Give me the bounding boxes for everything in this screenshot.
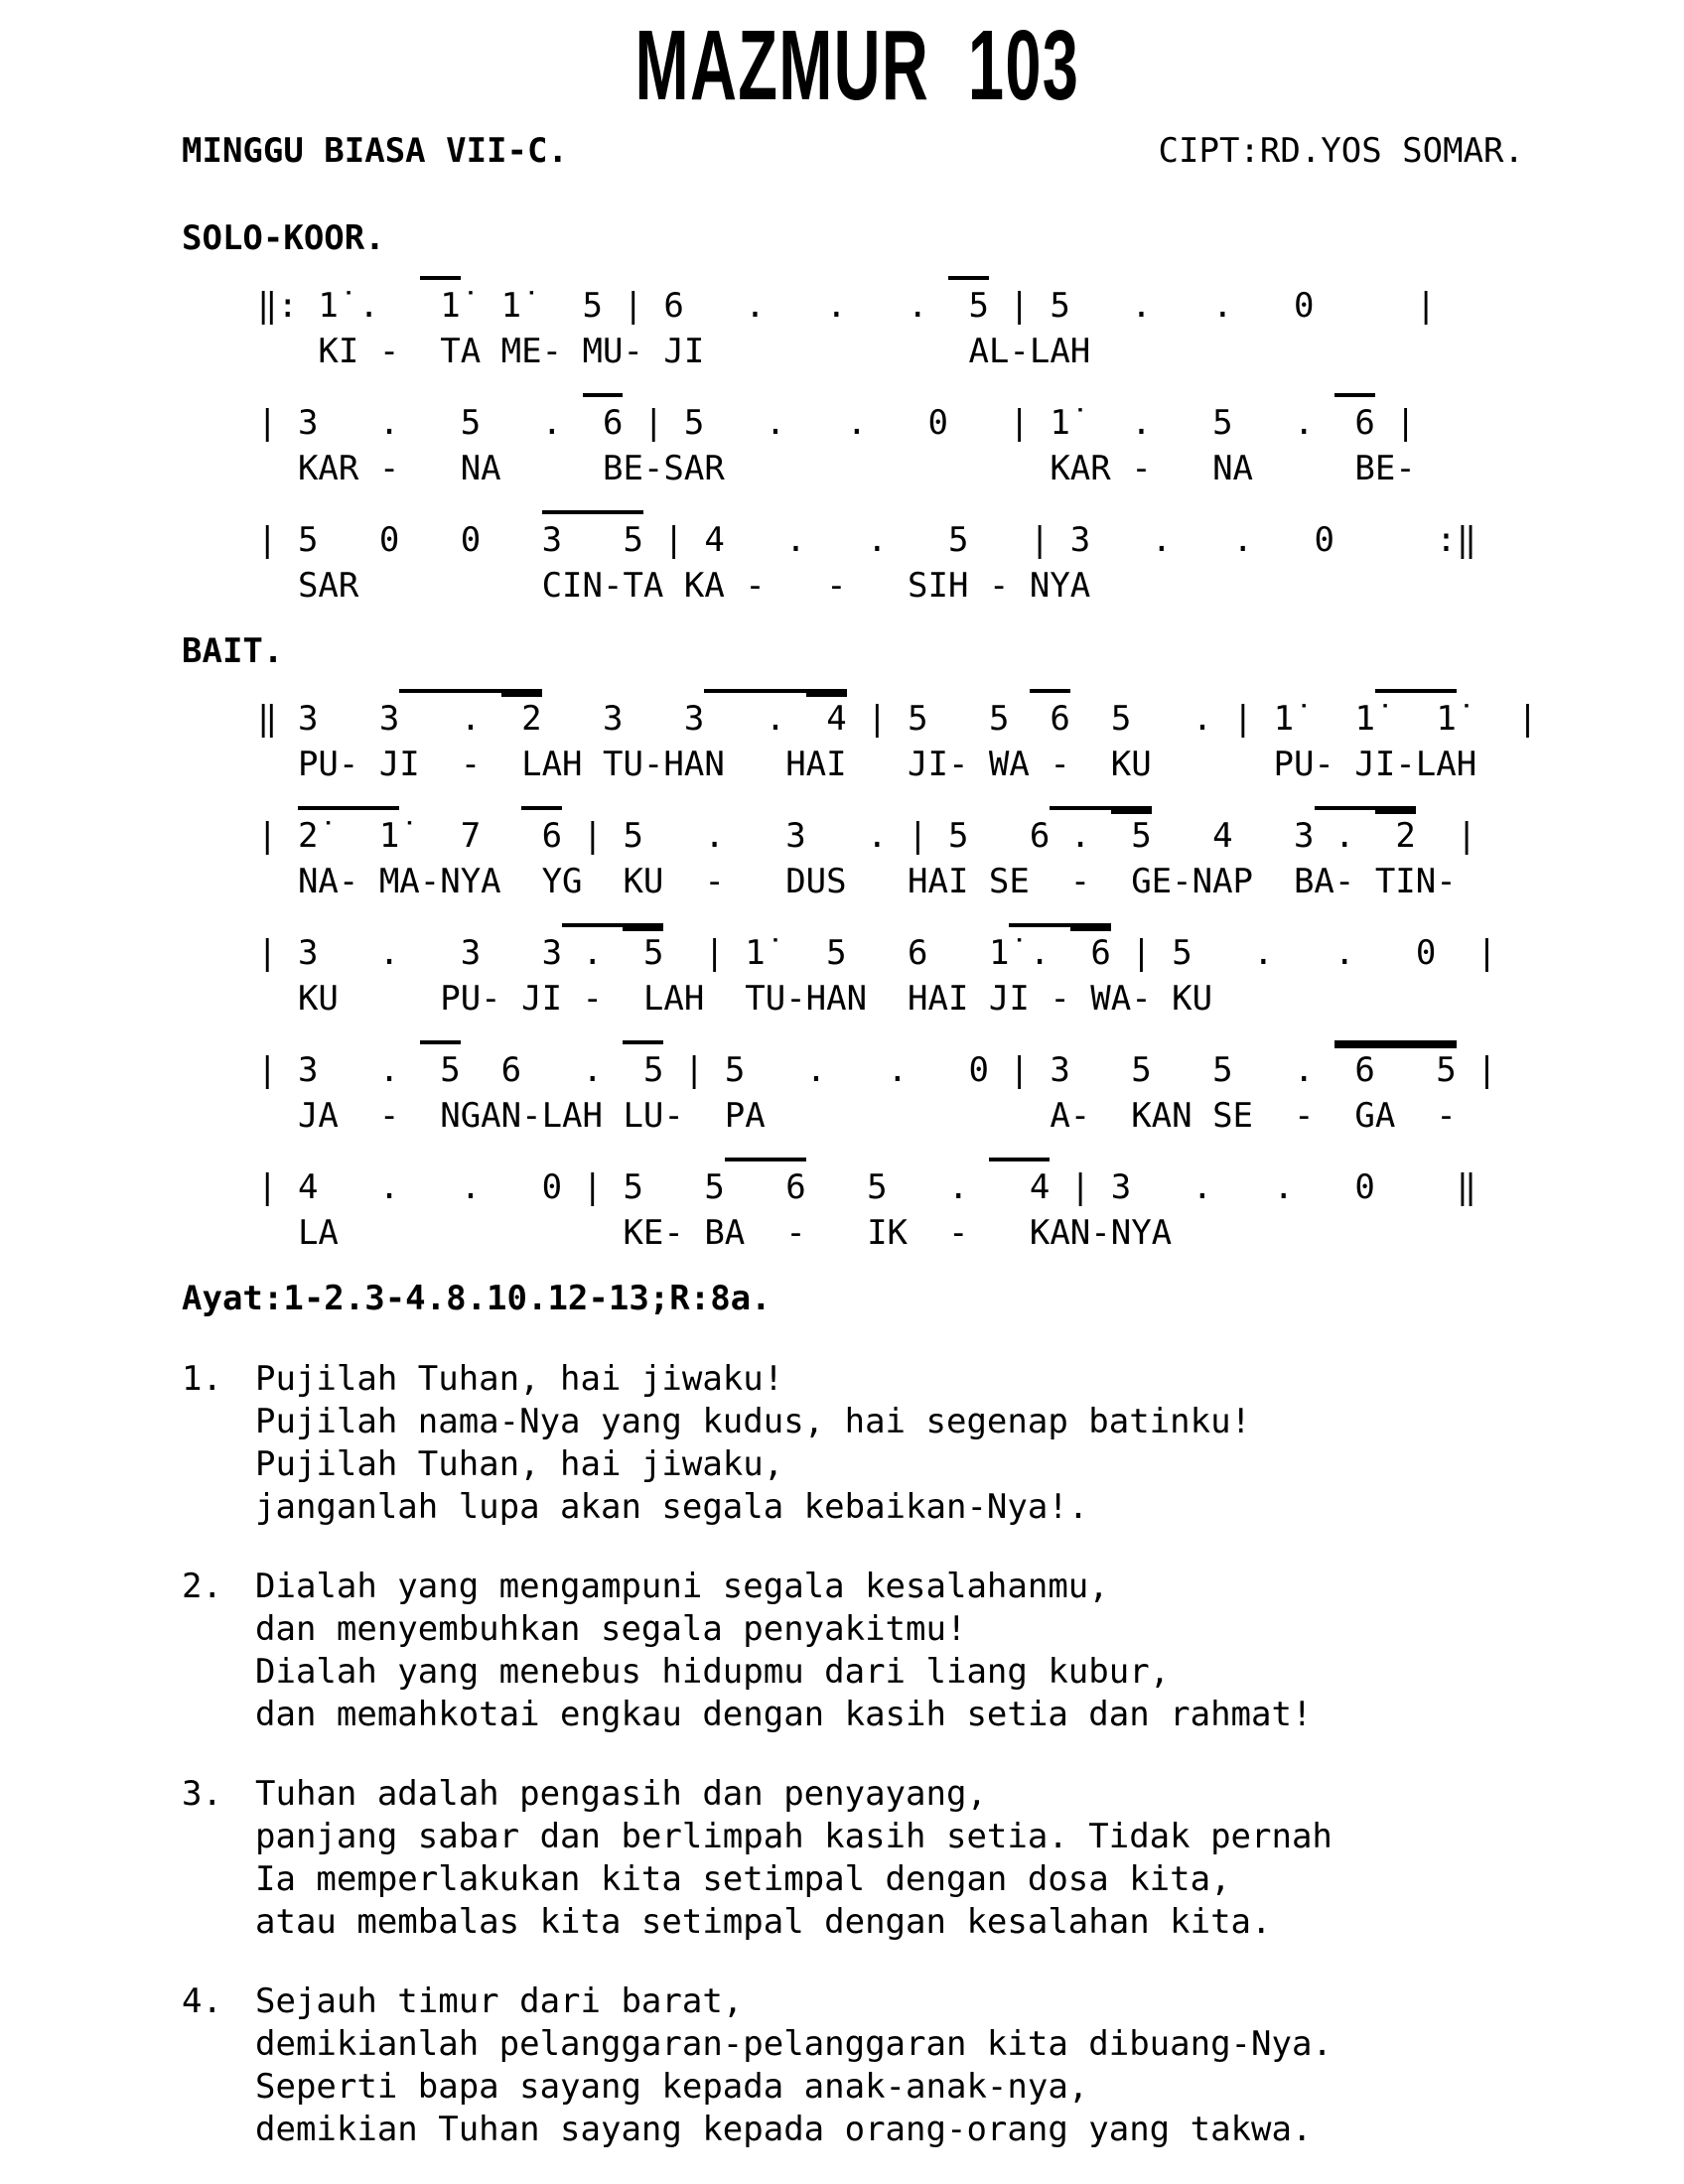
notation-segment: . <box>1009 923 1069 979</box>
score-system <box>257 276 1532 371</box>
bait-heading: BAIT. <box>182 631 284 671</box>
notation-segment: | 4 . . 0 | 5 5 <box>257 1167 725 1207</box>
notation-segment: 6 <box>725 1158 806 1213</box>
notation-segment: | 4 . . 5 | 3 . . 0 :‖ <box>642 520 1477 560</box>
notation-segment: 3 3 <box>541 699 705 739</box>
notation-segment: 1̇ <box>1375 689 1457 745</box>
notation-segment: | 5 0 0 <box>257 520 542 560</box>
notation-segment: 6 <box>1334 393 1375 449</box>
notation-segment: 6 <box>1070 923 1111 979</box>
verse-list <box>182 1358 1532 2151</box>
verse-lines <box>255 1773 1532 1944</box>
verse-line: dan memahkotai engkau dengan kasih setia dan rahmat! <box>255 1695 1313 1734</box>
verse-line: Pujilah Tuhan, hai jiwaku! <box>255 1359 784 1399</box>
notes-row <box>257 1040 1532 1096</box>
notation-segment: 7 <box>399 816 522 856</box>
notation-segment: 5 <box>623 923 663 979</box>
score-system <box>257 1158 1532 1253</box>
bait-score <box>257 689 1538 1253</box>
notation-segment: | 3 . <box>257 1050 420 1090</box>
verse-line: panjang sabar dan berlimpah kasih setia. Tidak pernah <box>255 1817 1333 1856</box>
notation-segment: 1̇ <box>420 276 461 332</box>
composer-credit: CIPT:RD.YOS SOMAR. <box>1158 131 1524 171</box>
verse-line: Seperti bapa sayang kepada anak-anak-nya, <box>255 2067 1089 2107</box>
notes-row <box>257 276 1532 332</box>
verse-line: Sejauh timur dari barat, <box>255 1981 744 2021</box>
notation-segment: | 5 . 3 . | 5 6 <box>562 816 1051 856</box>
notation-segment: ‖: 1̇ . <box>257 286 420 326</box>
verse-line: Dialah yang menebus hidupmu dari liang kubur, <box>255 1652 1171 1692</box>
notation-segment: 5 . | 1̇ 1̇ <box>1069 699 1375 739</box>
lyrics-row: LA KE- BA - IK - KAN-NYA <box>257 1213 1173 1253</box>
verse-lines <box>255 1358 1532 1529</box>
notes-row <box>257 510 1532 566</box>
notation-segment: ‖ 3 3 <box>257 699 400 739</box>
notation-segment: | 1̇ 5 6 1̇ <box>663 933 1010 973</box>
verse-item <box>182 1358 1532 1529</box>
notation-segment: 1̇ 5 | 6 . . . <box>460 286 948 326</box>
verse-number: 3. <box>182 1774 222 1814</box>
notation-segment: 5 <box>623 1040 663 1096</box>
score-system <box>257 510 1532 606</box>
verse-line: atau membalas kita setimpal dengan kesalahan kita. <box>255 1902 1272 1942</box>
score-system <box>257 393 1532 488</box>
notation-segment: | 5 5 <box>846 699 1030 739</box>
solo-koor-heading: SOLO-KOOR. <box>182 218 385 258</box>
notation-segment: 6 . <box>460 1050 624 1090</box>
notation-segment: | 3 . 3 3 <box>257 933 563 973</box>
verse-item <box>182 1773 1532 1944</box>
score-system <box>257 1040 1532 1136</box>
lyrics-row: JA - NGAN-LAH LU- PA A- KAN SE - GA - <box>257 1096 1457 1136</box>
notation-segment: 4 3 <box>1151 816 1315 856</box>
lyrics-row: KAR - NA BE-SAR KAR - NA BE- <box>257 449 1416 488</box>
notation-segment: | 5 . . 0 | <box>988 286 1437 326</box>
notation-segment: | 5 . . 0 | 1̇ . 5 . <box>623 403 1334 443</box>
notes-row <box>257 806 1532 862</box>
notes-row <box>257 1158 1532 1213</box>
verse-line: Pujilah nama-Nya yang kudus, hai segenap batinku! <box>255 1402 1252 1441</box>
notation-segment: | <box>1374 403 1416 443</box>
notation-segment: . <box>704 689 805 745</box>
verse-line: demikian Tuhan sayang kepada orang-orang yang takwa. <box>255 2110 1313 2149</box>
verse-line: Dialah yang mengampuni segala kesalahanmu, <box>255 1567 1109 1606</box>
subtitle-row <box>182 129 1524 173</box>
score-system <box>257 689 1538 784</box>
ayat-heading: Ayat:1-2.3-4.8.10.12-13;R:8a. <box>182 1279 772 1318</box>
notes-row <box>257 689 1538 745</box>
notation-segment: | <box>257 816 298 856</box>
notation-segment: 2 <box>501 689 542 745</box>
notation-segment: 5 <box>1111 806 1152 862</box>
solo-score <box>257 276 1532 606</box>
notation-segment: . <box>562 923 623 979</box>
verse-number: 1. <box>182 1359 222 1399</box>
notation-segment: | 3 . 5 . <box>257 403 583 443</box>
notation-segment: | <box>1456 699 1538 739</box>
score-system <box>257 923 1532 1019</box>
verse-item <box>182 1566 1532 1736</box>
notation-segment: 6 5 <box>1334 1040 1457 1096</box>
notation-segment: 5 . <box>805 1167 989 1207</box>
notation-segment: | 5 . . 0 | 3 5 5 . <box>663 1050 1334 1090</box>
verse-lines <box>255 1566 1532 1736</box>
notation-segment: 2̇ 1̇ <box>298 806 399 862</box>
notation-segment: 4 <box>989 1158 1050 1213</box>
title-wrap <box>182 10 1532 121</box>
notation-segment: | <box>1456 1050 1497 1090</box>
verse-item <box>182 1980 1532 2151</box>
notation-segment: . <box>1050 806 1110 862</box>
notation-segment: . <box>1315 806 1375 862</box>
notation-segment: 5 <box>420 1040 461 1096</box>
notation-segment: 5 <box>948 276 989 332</box>
notes-row <box>257 393 1532 449</box>
verse-line: dan menyembuhkan segala penyakitmu! <box>255 1609 967 1649</box>
notation-segment: | 3 . . 0 ‖ <box>1050 1167 1477 1207</box>
lyrics-row: NA- MA-NYA YG KU - DUS HAI SE - GE-NAP BA- TIN- <box>257 862 1457 901</box>
verse-number: 2. <box>182 1567 222 1606</box>
page-title: MAZMUR 103 <box>634 10 1079 121</box>
notation-segment: 6 <box>1030 689 1070 745</box>
notation-segment: 3 5 <box>542 510 643 566</box>
notation-segment: 6 <box>583 393 624 449</box>
lyrics-row: SAR CIN-TA KA - - SIH - NYA <box>257 566 1091 606</box>
notation-segment: | <box>1415 816 1477 856</box>
verse-line: Ia memperlakukan kita setimpal dengan dosa kita, <box>255 1859 1231 1899</box>
page-content <box>182 10 1538 2151</box>
verse-number: 4. <box>182 1981 222 2021</box>
score-system <box>257 806 1532 901</box>
verse-lines <box>255 1980 1532 2151</box>
lyrics-row: PU- JI - LAH TU-HAN HAI JI- WA - KU PU- JI-LAH <box>257 745 1477 784</box>
lyrics-row: KI - TA ME- MU- JI AL-LAH <box>257 332 1091 371</box>
notation-segment: | 5 . . 0 | <box>1110 933 1497 973</box>
liturgical-week-label: MINGGU BIASA VII-C. <box>182 131 568 171</box>
notation-segment: 6 <box>521 806 562 862</box>
verse-line: janganlah lupa akan segala kebaikan-Nya!. <box>255 1487 1089 1527</box>
lyrics-row: KU PU- JI - LAH TU-HAN HAI JI - WA- KU <box>257 979 1213 1019</box>
notation-segment: 4 <box>806 689 847 745</box>
notes-row <box>257 923 1532 979</box>
verse-line: demikianlah pelanggaran-pelanggaran kita dibuang-Nya. <box>255 2024 1333 2064</box>
notation-segment: . <box>399 689 500 745</box>
verse-line: Pujilah Tuhan, hai jiwaku, <box>255 1444 784 1484</box>
notation-segment: 2 <box>1375 806 1416 862</box>
verse-line: Tuhan adalah pengasih dan penyayang, <box>255 1774 987 1814</box>
